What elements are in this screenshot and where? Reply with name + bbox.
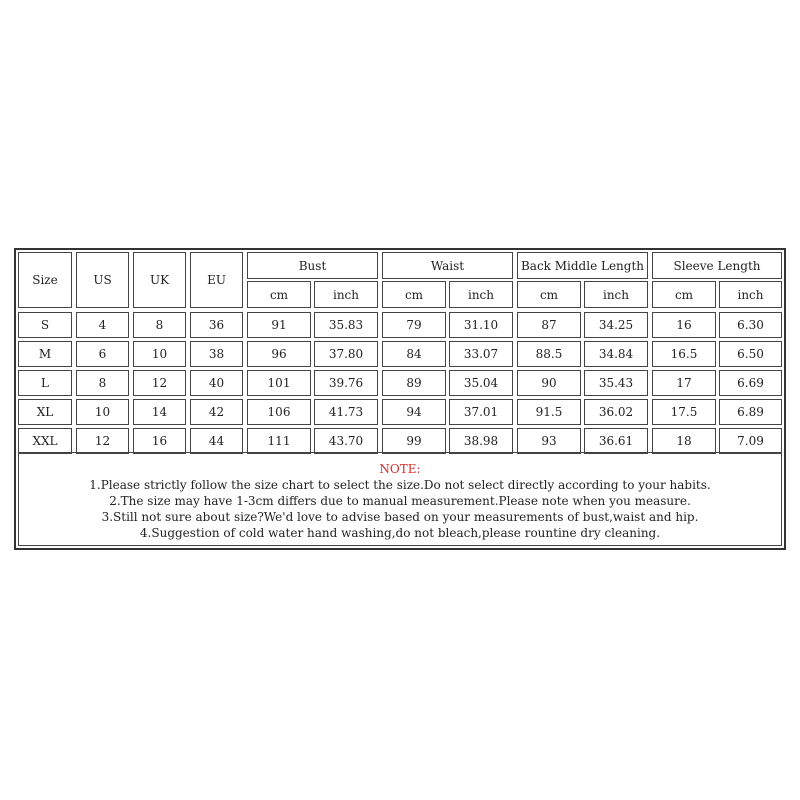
cell-back-cm: 91.5 [517, 399, 581, 425]
cell-waist-cm: 89 [382, 370, 446, 396]
cell-eu: 42 [190, 399, 243, 425]
cell-back-inch: 36.61 [584, 428, 648, 454]
cell-bust-inch: 43.70 [314, 428, 378, 454]
cell-back-inch: 34.84 [584, 341, 648, 367]
cell-sleeve-cm: 17.5 [652, 399, 716, 425]
cell-us: 4 [76, 312, 129, 338]
cell-sleeve-cm: 18 [652, 428, 716, 454]
note-line: 1.Please strictly follow the size chart to select the size.Do not select directly according to your habits. [89, 478, 711, 492]
header-sleeve-cm: cm [652, 281, 716, 308]
header-bust: Bust [247, 252, 378, 279]
cell-sleeve-inch: 6.30 [719, 312, 782, 338]
cell-bust-cm: 106 [247, 399, 311, 425]
header-eu: EU [190, 252, 243, 308]
cell-us: 8 [76, 370, 129, 396]
cell-sleeve-inch: 6.50 [719, 341, 782, 367]
cell-us: 6 [76, 341, 129, 367]
cell-back-inch: 36.02 [584, 399, 648, 425]
cell-bust-inch: 41.73 [314, 399, 378, 425]
cell-back-cm: 93 [517, 428, 581, 454]
cell-uk: 8 [133, 312, 186, 338]
cell-bust-cm: 111 [247, 428, 311, 454]
cell-us: 12 [76, 428, 129, 454]
cell-eu: 36 [190, 312, 243, 338]
cell-waist-inch: 37.01 [449, 399, 513, 425]
cell-size: XL [18, 399, 72, 425]
header-uk: UK [133, 252, 186, 308]
cell-bust-inch: 37.80 [314, 341, 378, 367]
cell-waist-cm: 94 [382, 399, 446, 425]
cell-sleeve-cm: 17 [652, 370, 716, 396]
cell-uk: 10 [133, 341, 186, 367]
header-waist-cm: cm [382, 281, 446, 308]
cell-back-inch: 34.25 [584, 312, 648, 338]
header-bust-inch: inch [314, 281, 378, 308]
header-size: Size [18, 252, 72, 308]
cell-back-inch: 35.43 [584, 370, 648, 396]
note-line: 2.The size may have 1-3cm differs due to manual measurement.Please note when you measure. [109, 494, 691, 508]
cell-back-cm: 90 [517, 370, 581, 396]
cell-waist-cm: 99 [382, 428, 446, 454]
cell-waist-cm: 84 [382, 341, 446, 367]
cell-waist-inch: 33.07 [449, 341, 513, 367]
cell-sleeve-cm: 16 [652, 312, 716, 338]
cell-waist-inch: 38.98 [449, 428, 513, 454]
cell-bust-inch: 39.76 [314, 370, 378, 396]
cell-back-cm: 88.5 [517, 341, 581, 367]
header-sleeve-inch: inch [719, 281, 782, 308]
cell-eu: 44 [190, 428, 243, 454]
header-waist-inch: inch [449, 281, 513, 308]
cell-sleeve-inch: 7.09 [719, 428, 782, 454]
cell-uk: 12 [133, 370, 186, 396]
cell-size: M [18, 341, 72, 367]
note-line: 4.Suggestion of cold water hand washing,do not bleach,please rountine dry cleaning. [139, 526, 661, 540]
cell-waist-cm: 79 [382, 312, 446, 338]
cell-eu: 38 [190, 341, 243, 367]
cell-uk: 14 [133, 399, 186, 425]
cell-us: 10 [76, 399, 129, 425]
cell-sleeve-inch: 6.69 [719, 370, 782, 396]
note-line: 3.Still not sure about size?We'd love to advise based on your measurements of bust,waist and hip. [101, 510, 699, 524]
header-back-inch: inch [584, 281, 648, 308]
header-bust-cm: cm [247, 281, 311, 308]
cell-bust-cm: 96 [247, 341, 311, 367]
size-chart [14, 248, 786, 550]
cell-size: XXL [18, 428, 72, 454]
note-title: NOTE: [379, 462, 421, 476]
cell-waist-inch: 31.10 [449, 312, 513, 338]
header-back-middle-length: Back Middle Length [517, 252, 648, 279]
cell-bust-inch: 35.83 [314, 312, 378, 338]
cell-bust-cm: 101 [247, 370, 311, 396]
cell-back-cm: 87 [517, 312, 581, 338]
cell-sleeve-inch: 6.89 [719, 399, 782, 425]
header-back-cm: cm [517, 281, 581, 308]
header-waist: Waist [382, 252, 513, 279]
cell-sleeve-cm: 16.5 [652, 341, 716, 367]
notes-box [18, 452, 782, 546]
cell-size: S [18, 312, 72, 338]
cell-size: L [18, 370, 72, 396]
cell-uk: 16 [133, 428, 186, 454]
header-us: US [76, 252, 129, 308]
header-sleeve-length: Sleeve Length [652, 252, 782, 279]
cell-waist-inch: 35.04 [449, 370, 513, 396]
cell-eu: 40 [190, 370, 243, 396]
cell-bust-cm: 91 [247, 312, 311, 338]
